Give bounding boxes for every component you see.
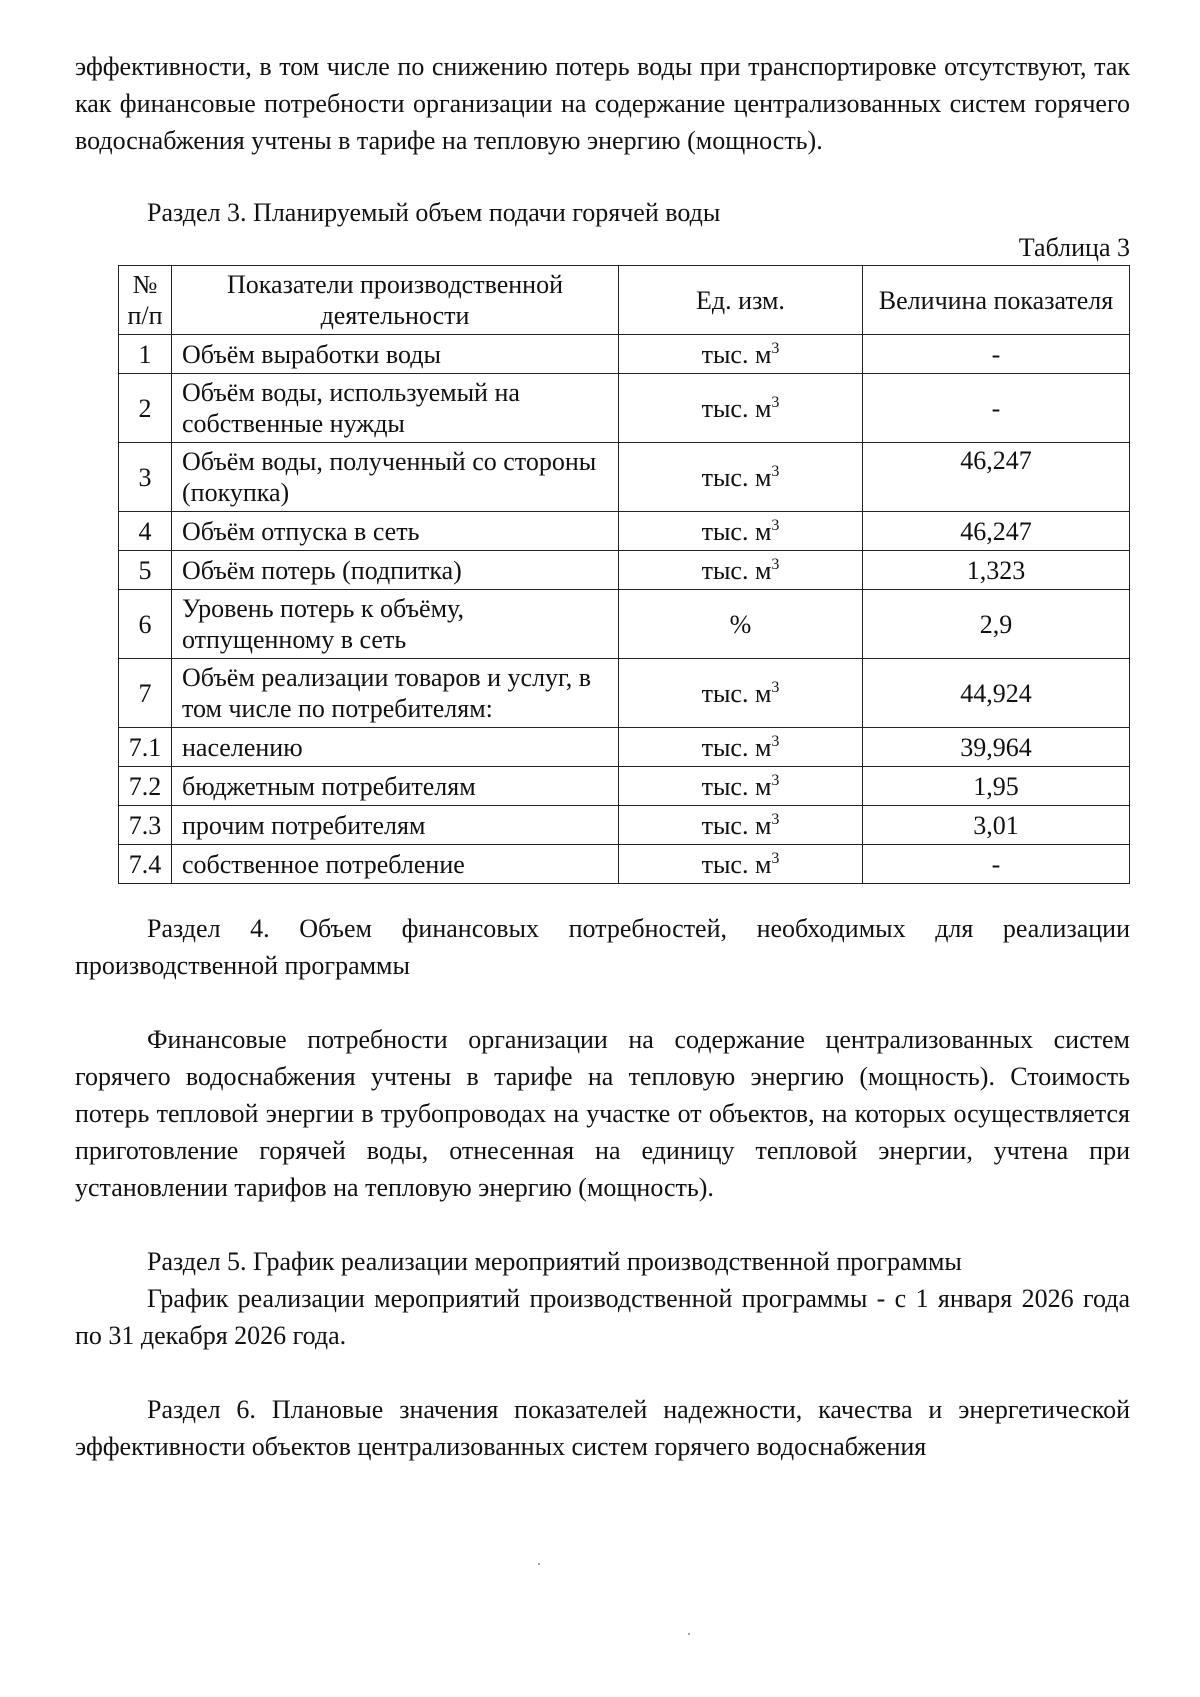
indicator-value: -	[863, 374, 1130, 443]
indicator-value: 1,95	[863, 767, 1130, 806]
indicator-value: 44,924	[863, 659, 1130, 728]
unit-superscript: 3	[771, 732, 780, 750]
unit-text: тыс. м	[701, 393, 772, 423]
indicator-value: 39,964	[863, 728, 1130, 767]
indicator-name: Объём выработки воды	[172, 335, 619, 374]
unit-text: тыс. м	[701, 555, 772, 585]
table-row	[119, 728, 1130, 767]
unit-cell	[619, 728, 863, 767]
unit-text: тыс. м	[701, 732, 772, 762]
indicator-value: 1,323	[863, 551, 1130, 590]
indicator-value: 2,9	[863, 590, 1130, 659]
indicator-name: населению	[172, 728, 619, 767]
unit-text: тыс. м	[701, 339, 772, 369]
indicator-value: -	[863, 335, 1130, 374]
unit-superscript: 3	[771, 393, 780, 411]
indicator-name: Объём потерь (подпитка)	[172, 551, 619, 590]
unit-cell	[619, 374, 863, 443]
unit-text: %	[729, 609, 752, 639]
table-row	[119, 551, 1130, 590]
indicator-name: Объём отпуска в сеть	[172, 512, 619, 551]
unit-superscript: 3	[771, 678, 780, 696]
unit-cell	[619, 551, 863, 590]
indicator-name: Объём воды, полученный со стороны (покупка)	[172, 443, 619, 512]
unit-superscript: 3	[771, 516, 780, 534]
unit-cell	[619, 443, 863, 512]
unit-superscript: 3	[771, 771, 780, 789]
table-row	[119, 767, 1130, 806]
indicator-name: Объём воды, используемый на собственные нужды	[172, 374, 619, 443]
table-row	[119, 374, 1130, 443]
header-indicator: Показатели производственной деятельности	[172, 266, 619, 335]
unit-cell	[619, 659, 863, 728]
table-row	[119, 659, 1130, 728]
unit-superscript: 3	[771, 555, 780, 573]
unit-cell	[619, 806, 863, 845]
section-5-heading: Раздел 5. График реализации мероприятий производственной программы	[147, 1247, 962, 1276]
indicator-name: Объём реализации товаров и услуг, в том числе по потребителям:	[172, 659, 619, 728]
row-number: 7.1	[119, 728, 172, 767]
indicator-name: прочим потребителям	[172, 806, 619, 845]
section-4-heading: Раздел 4. Объем финансовых потребностей, необходимых для реализации производственной программы	[75, 914, 1130, 980]
indicator-value: 46,247	[863, 512, 1130, 551]
header-unit: Ед. изм.	[619, 266, 863, 335]
table-row	[119, 590, 1130, 659]
unit-cell	[619, 845, 863, 884]
table-row	[119, 335, 1130, 374]
unit-cell	[619, 767, 863, 806]
section-5-paragraph: График реализации мероприятий производственной программы - с 1 января 2026 года по 31 декабря 2026 года.	[75, 1284, 1130, 1350]
unit-cell	[619, 590, 863, 659]
scan-speck	[688, 1633, 690, 1635]
scan-speck	[538, 1563, 540, 1565]
unit-text: тыс. м	[701, 516, 772, 546]
unit-cell	[619, 512, 863, 551]
table-caption: Таблица 3	[1018, 233, 1130, 262]
header-num: № п/п	[119, 266, 172, 335]
row-number: 3	[119, 443, 172, 512]
unit-superscript: 3	[771, 810, 780, 828]
section-3-heading: Раздел 3. Планируемый объем подачи горячей воды	[147, 198, 721, 227]
unit-text: тыс. м	[701, 849, 772, 879]
row-number: 6	[119, 590, 172, 659]
indicator-value: 46,247	[863, 443, 1130, 512]
row-number: 7.2	[119, 767, 172, 806]
table-row	[119, 845, 1130, 884]
unit-superscript: 3	[771, 462, 780, 480]
table-header-row	[119, 266, 1130, 335]
row-number: 7	[119, 659, 172, 728]
section-4-paragraph: Финансовые потребности организации на содержание централизованных систем горячего водоснабжения учтены в тарифе на тепловую энергию (мощность). Стоимость потерь тепловой энергии в трубопроводах на участке от объектов, на которых осуществляется приготовление горячей воды, отнесенная на единицу тепловой энергии, учтена при установлении тарифов на тепловую энергию (мощность).	[75, 1025, 1130, 1202]
intro-paragraph: эффективности, в том числе по снижению потерь воды при транспортировке отсутствуют, так как финансовые потребности организации на содержание централизованных систем горячего водоснабжения учтены в тарифе на тепловую энергию (мощность).	[75, 52, 1130, 155]
row-number: 4	[119, 512, 172, 551]
unit-superscript: 3	[771, 339, 780, 357]
unit-text: тыс. м	[701, 462, 772, 492]
row-number: 5	[119, 551, 172, 590]
section-6-heading: Раздел 6. Плановые значения показателей надежности, качества и энергетической эффективности объектов централизованных систем горячего водоснабжения	[75, 1395, 1130, 1461]
indicator-name: Уровень потерь к объёму, отпущенному в сеть	[172, 590, 619, 659]
header-value: Величина показателя	[863, 266, 1130, 335]
table-row	[119, 443, 1130, 512]
table-row	[119, 512, 1130, 551]
document-page	[75, 48, 1130, 1465]
production-indicators-table	[118, 265, 1130, 884]
unit-text: тыс. м	[701, 678, 772, 708]
indicator-name: бюджетным потребителям	[172, 767, 619, 806]
unit-cell	[619, 335, 863, 374]
unit-text: тыс. м	[701, 810, 772, 840]
row-number: 2	[119, 374, 172, 443]
row-number: 7.3	[119, 806, 172, 845]
unit-text: тыс. м	[701, 771, 772, 801]
table-row	[119, 806, 1130, 845]
indicator-value: 3,01	[863, 806, 1130, 845]
unit-superscript: 3	[771, 849, 780, 867]
indicator-name: собственное потребление	[172, 845, 619, 884]
indicator-value: -	[863, 845, 1130, 884]
row-number: 1	[119, 335, 172, 374]
row-number: 7.4	[119, 845, 172, 884]
